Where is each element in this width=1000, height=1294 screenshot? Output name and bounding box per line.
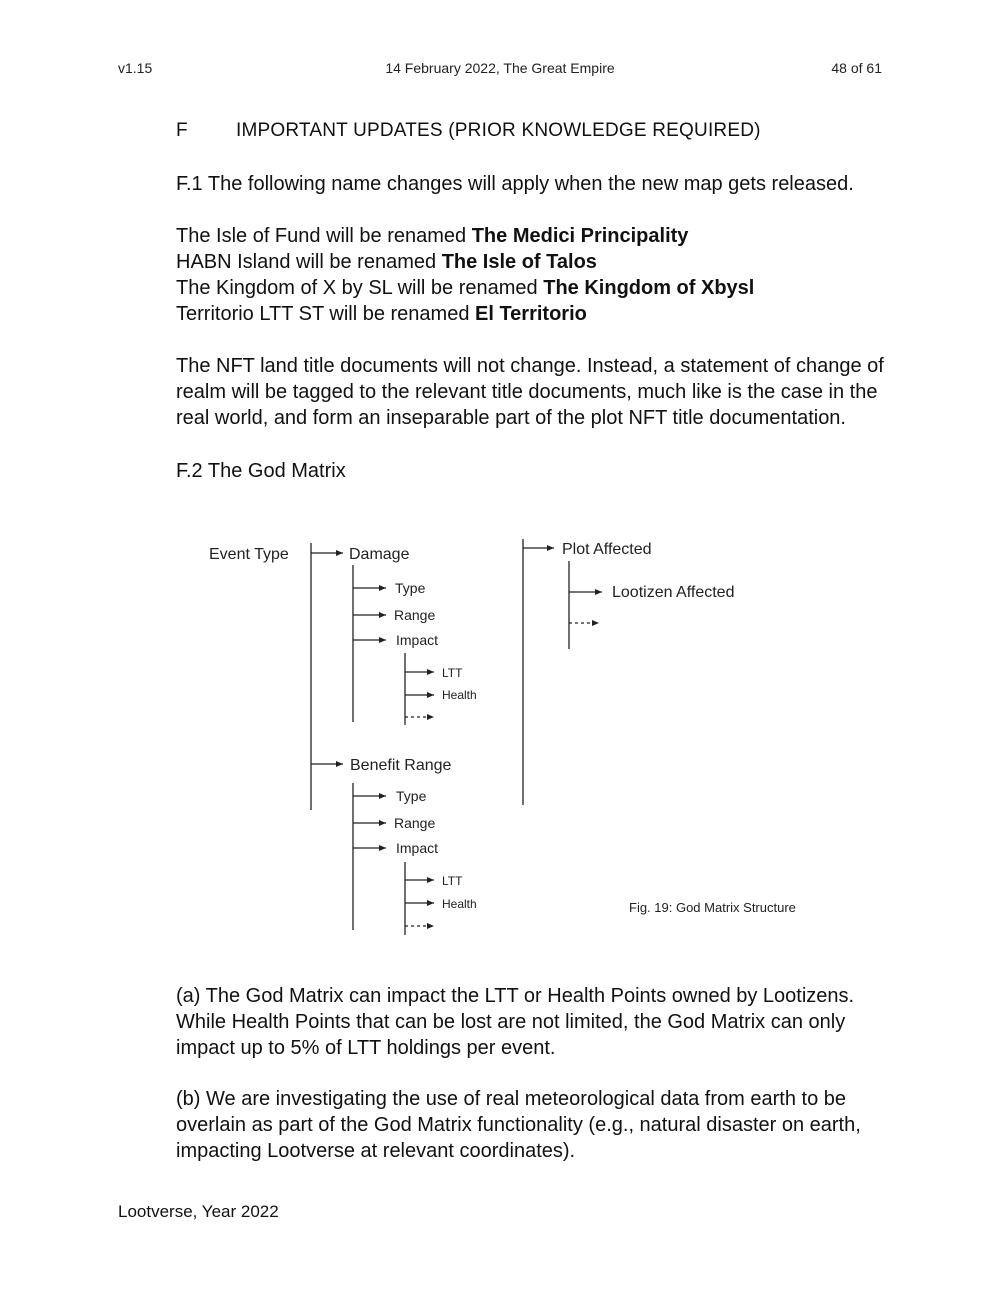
label-d-ltt: LTT — [442, 666, 463, 680]
god-matrix-diagram — [190, 525, 830, 945]
rename-from: The Isle of Fund will be renamed — [176, 225, 472, 247]
rename-to: The Isle of Talos — [441, 251, 597, 273]
rename-to: The Kingdom of Xbysl — [543, 277, 755, 299]
label-b-impact: Impact — [396, 840, 439, 856]
label-lootizen-affected: Lootizen Affected — [612, 584, 735, 601]
section-title: IMPORTANT UPDATES (PRIOR KNOWLEDGE REQUIRED) — [236, 120, 761, 141]
label-b-type: Type — [396, 788, 427, 804]
header-date-title: 14 February 2022, The Great Empire — [385, 60, 615, 76]
label-b-health: Health — [442, 897, 477, 911]
label-b-ltt: LTT — [442, 874, 463, 888]
note-b — [176, 1086, 896, 1164]
f2-heading — [176, 458, 896, 484]
rename-from: The Kingdom of X by SL will be renamed — [176, 277, 544, 299]
header-page-number: 48 of 61 — [831, 60, 882, 76]
label-damage: Damage — [349, 546, 410, 563]
header-version: v1.15 — [118, 60, 153, 76]
label-benefit-range: Benefit Range — [350, 757, 452, 774]
label-b-range: Range — [394, 815, 436, 831]
figure-caption: Fig. 19: God Matrix Structure — [629, 900, 796, 915]
label-d-type: Type — [395, 580, 426, 596]
rename-to: El Territorio — [475, 303, 587, 325]
note-a-text: (a) The God Matrix can impact the LTT or Health Points owned by Lootizens. While Health Points that can be lost are not limited, the God Matrix can only impact up to 5% of LTT holdings per event. — [176, 985, 855, 1059]
f1-intro — [176, 171, 896, 197]
label-event-type: Event Type — [209, 546, 289, 563]
rename-item — [176, 275, 896, 301]
rename-item — [176, 223, 896, 249]
label-plot-affected: Plot Affected — [562, 541, 652, 558]
f1-intro-text: F.1 The following name changes will apply when the new map gets released. — [176, 173, 854, 195]
label-d-range: Range — [394, 607, 436, 623]
rename-item — [176, 301, 896, 327]
footer-text: Lootverse, Year 2022 — [118, 1202, 279, 1221]
section-heading — [176, 120, 761, 142]
rename-list — [176, 223, 896, 327]
nft-paragraph-text: The NFT land title documents will not change. Instead, a statement of change of realm will be tagged to the relevant title documents, much like is the case in the real world, and form an inseparable part of the plot NFT title documentation. — [176, 355, 884, 429]
rename-to: The Medici Principality — [471, 225, 689, 247]
rename-from: Territorio LTT ST will be renamed — [176, 303, 475, 325]
note-a — [176, 983, 896, 1061]
note-b-text: (b) We are investigating the use of real meteorological data from earth to be overlain as part of the God Matrix functionality (e.g., natural disaster on earth, impacting Lootverse at relevant coordinates). — [176, 1088, 861, 1162]
rename-item — [176, 249, 896, 275]
label-d-impact: Impact — [396, 632, 439, 648]
label-d-health: Health — [442, 688, 477, 702]
f2-heading-text: F.2 The God Matrix — [176, 460, 346, 482]
nft-paragraph — [176, 353, 896, 431]
rename-from: HABN Island will be renamed — [176, 251, 442, 273]
section-letter: F — [176, 120, 188, 141]
